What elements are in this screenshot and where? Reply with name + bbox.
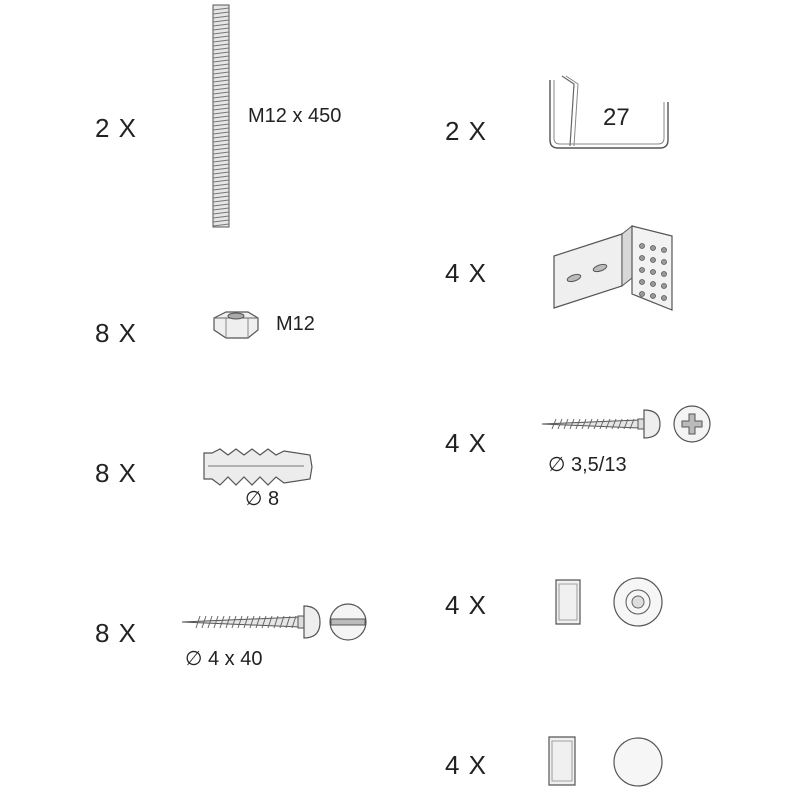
quantity-slotted-screw: 8 X — [95, 618, 138, 648]
quantity-u-bracket: 2 X — [445, 116, 488, 146]
quantity-threaded-rod: 2 X — [95, 113, 138, 143]
quantity-cover-cap-ring: 4 X — [445, 590, 488, 620]
quantity-hex-nut: 8 X — [95, 318, 138, 348]
u-bracket-label: 27 — [603, 104, 630, 131]
wall-plug-icon — [200, 445, 315, 490]
phillips-screw-icon — [540, 402, 720, 447]
cover-cap-disc-icon — [545, 732, 665, 792]
threaded-rod-icon — [205, 5, 245, 230]
threaded-rod-label: M12 x 450 — [248, 105, 342, 127]
phillips-screw-label: ∅ 3,5/13 — [548, 454, 627, 476]
slotted-screw-icon — [180, 600, 375, 645]
angle-bracket-icon — [548, 218, 678, 313]
quantity-angle-bracket: 4 X — [445, 258, 488, 288]
quantity-wall-plug: 8 X — [95, 458, 138, 488]
cover-cap-ring-icon — [552, 575, 667, 630]
wall-plug-label: ∅ 8 — [245, 488, 280, 510]
hex-nut-label: M12 — [276, 313, 315, 335]
slotted-screw-label: ∅ 4 x 40 — [185, 648, 263, 670]
quantity-cover-cap-disc: 4 X — [445, 750, 488, 780]
quantity-phillips-screw: 4 X — [445, 428, 488, 458]
hex-nut-icon — [212, 308, 262, 344]
